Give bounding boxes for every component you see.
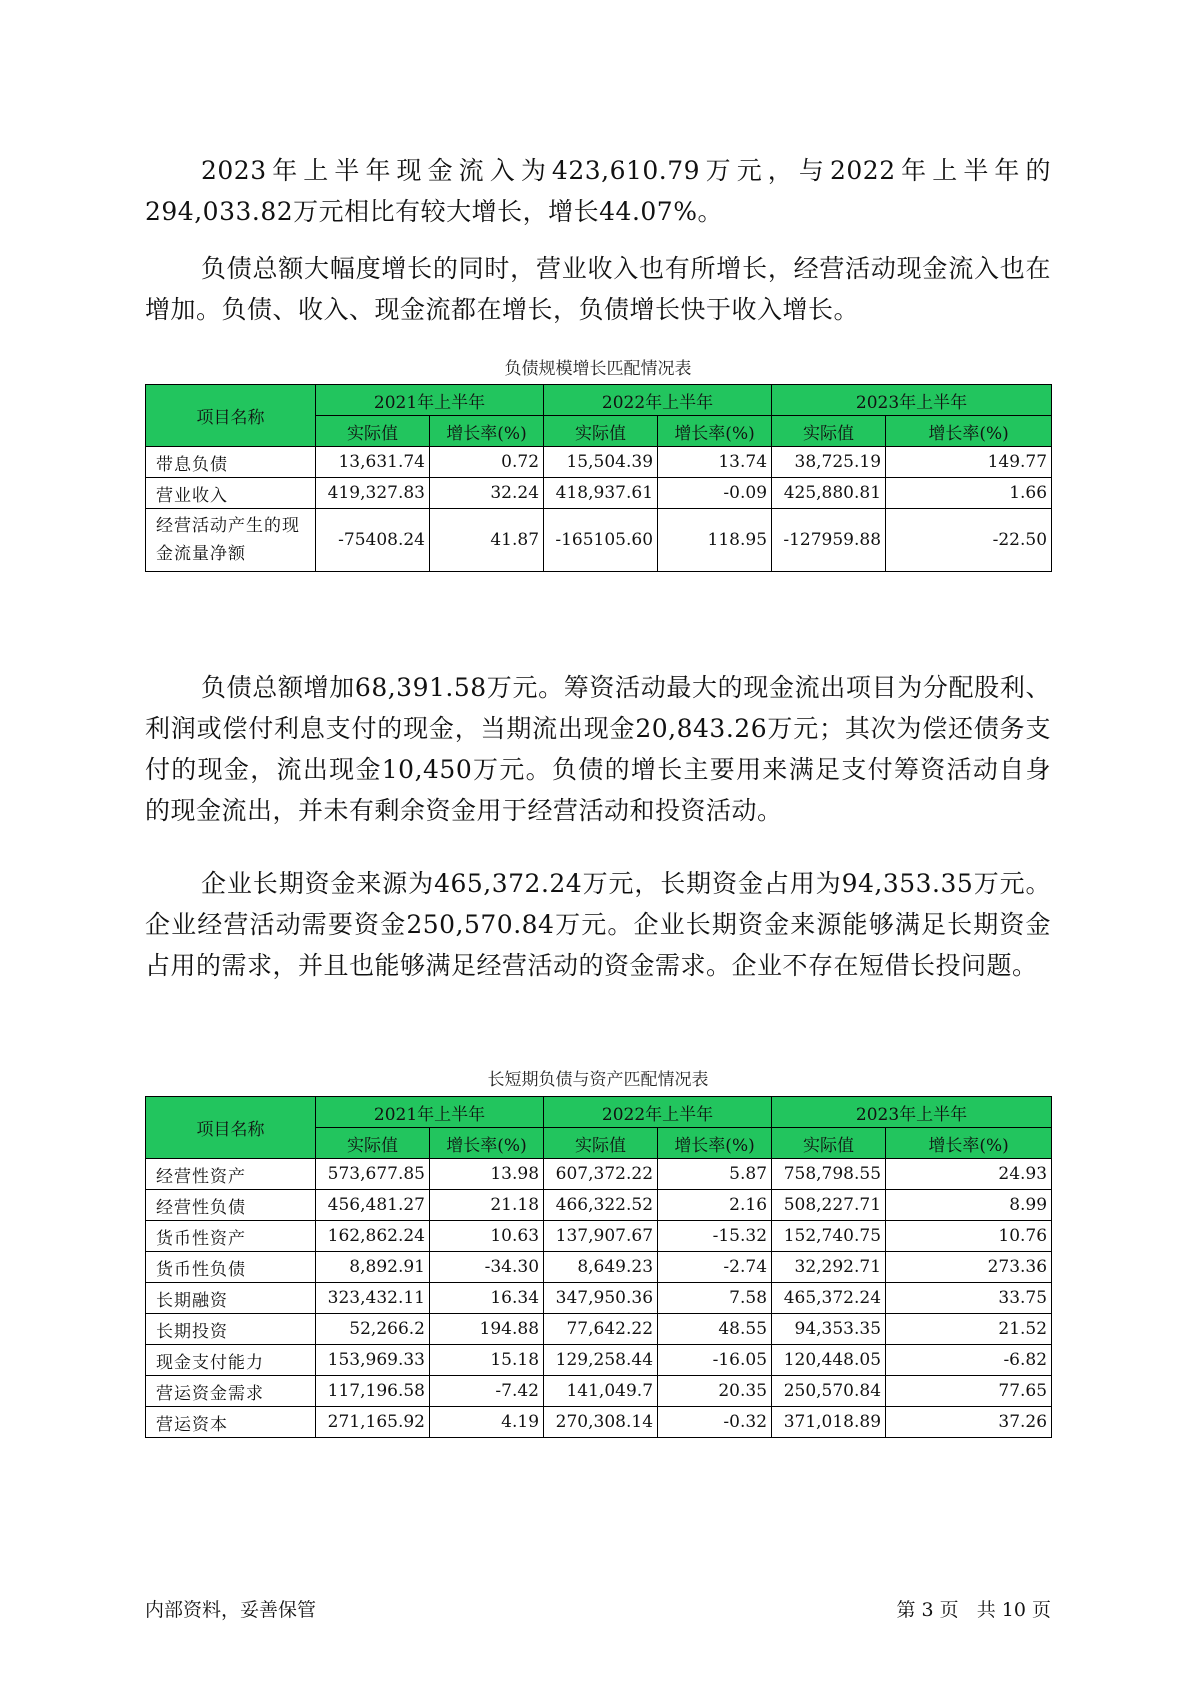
cell-value: -2.74 (658, 1252, 772, 1283)
cell-value: 508,227.71 (772, 1190, 886, 1221)
row-name: 长期投资 (146, 1314, 316, 1345)
cell-value: 465,372.24 (772, 1283, 886, 1314)
header-year-2023: 2023年上半年 (772, 1097, 1052, 1128)
cell-value: 141,049.7 (544, 1376, 658, 1407)
header-item-name: 项目名称 (146, 385, 316, 447)
cell-value: 120,448.05 (772, 1345, 886, 1376)
header-year-2021: 2021年上半年 (316, 1097, 544, 1128)
header-growth: 增长率(%) (658, 1128, 772, 1159)
header-actual: 实际值 (772, 1128, 886, 1159)
cell-value: 13.74 (658, 447, 772, 478)
header-growth: 增长率(%) (430, 416, 544, 447)
cell-value: 1.66 (886, 478, 1052, 509)
table-row (146, 1190, 1052, 1221)
row-name: 经营性负债 (146, 1190, 316, 1221)
cell-value: 8.99 (886, 1190, 1052, 1221)
table-row (146, 1345, 1052, 1376)
cell-value: -34.30 (430, 1252, 544, 1283)
cell-value: 94,353.35 (772, 1314, 886, 1345)
row-name: 带息负债 (146, 447, 316, 478)
table-row (146, 1407, 1052, 1438)
cell-value: 21.52 (886, 1314, 1052, 1345)
cell-value: 0.72 (430, 447, 544, 478)
cell-value: 137,907.67 (544, 1221, 658, 1252)
table2-body (146, 1159, 1052, 1438)
row-name: 营运资金需求 (146, 1376, 316, 1407)
cell-value: 118.95 (658, 509, 772, 572)
row-name: 货币性资产 (146, 1221, 316, 1252)
cell-value: 77.65 (886, 1376, 1052, 1407)
cell-value: -127959.88 (772, 509, 886, 572)
cell-value: -0.09 (658, 478, 772, 509)
cell-value: 153,969.33 (316, 1345, 430, 1376)
row-name: 经营活动产生的现金流量净额 (146, 509, 316, 572)
cell-value: -7.42 (430, 1376, 544, 1407)
table-row (146, 1221, 1052, 1252)
cell-value: 37.26 (886, 1407, 1052, 1438)
cell-value: 250,570.84 (772, 1376, 886, 1407)
table-row (146, 478, 1052, 509)
table-row (146, 1314, 1052, 1345)
cell-value: 38,725.19 (772, 447, 886, 478)
header-actual: 实际值 (772, 416, 886, 447)
table-row (146, 509, 1052, 572)
footer-confidential-note: 内部资料，妥善保管 (145, 1599, 317, 1621)
cell-value: 7.58 (658, 1283, 772, 1314)
cell-value: 270,308.14 (544, 1407, 658, 1438)
cell-value: 15,504.39 (544, 447, 658, 478)
cell-value: 271,165.92 (316, 1407, 430, 1438)
cell-value: 4.19 (430, 1407, 544, 1438)
header-actual: 实际值 (316, 416, 430, 447)
row-name: 现金支付能力 (146, 1345, 316, 1376)
cell-value: 8,892.91 (316, 1252, 430, 1283)
cell-value: 194.88 (430, 1314, 544, 1345)
header-growth: 增长率(%) (658, 416, 772, 447)
cell-value: 13,631.74 (316, 447, 430, 478)
cell-value: 5.87 (658, 1159, 772, 1190)
paragraph-cash-inflow: 2023年上半年现金流入为423,610.79万元，与2022年上半年的294,033.82万元相比有较大增长，增长44.07%。 (145, 156, 1051, 226)
cell-value: 323,432.11 (316, 1283, 430, 1314)
table-row (146, 1159, 1052, 1190)
cell-value: 418,937.61 (544, 478, 658, 509)
cell-value: 24.93 (886, 1159, 1052, 1190)
row-name: 营业收入 (146, 478, 316, 509)
cell-value: 273.36 (886, 1252, 1052, 1283)
cell-value: 41.87 (430, 509, 544, 572)
cell-value: 10.76 (886, 1221, 1052, 1252)
row-name: 营运资本 (146, 1407, 316, 1438)
cell-value: 129,258.44 (544, 1345, 658, 1376)
header-year-2023: 2023年上半年 (772, 385, 1052, 416)
cell-value: -22.50 (886, 509, 1052, 572)
paragraph-long-term-funds: 企业长期资金来源为465,372.24万元，长期资金占用为94,353.35万元。企业经营活动需要资金250,570.84万元。企业长期资金来源能够满足长期资金占用的需求，并且也能够满足经营活动的资金需求。企业不存在短借长投问题。 (145, 869, 1051, 980)
cell-value: 607,372.22 (544, 1159, 658, 1190)
cell-value: 13.98 (430, 1159, 544, 1190)
liability-asset-match-table (145, 1096, 1052, 1438)
row-name: 长期融资 (146, 1283, 316, 1314)
header-year-2021: 2021年上半年 (316, 385, 544, 416)
table-row (146, 1252, 1052, 1283)
cell-value: 15.18 (430, 1345, 544, 1376)
cell-value: 466,322.52 (544, 1190, 658, 1221)
table-row (146, 447, 1052, 478)
row-name: 货币性负债 (146, 1252, 316, 1283)
debt-scale-table (145, 384, 1052, 572)
cell-value: 347,950.36 (544, 1283, 658, 1314)
cell-value: 758,798.55 (772, 1159, 886, 1190)
table-row (146, 1283, 1052, 1314)
header-actual: 实际值 (316, 1128, 430, 1159)
cell-value: 573,677.85 (316, 1159, 430, 1190)
table1-caption: 负债规模增长匹配情况表 (504, 359, 692, 379)
header-year-2022: 2022年上半年 (544, 385, 772, 416)
cell-value: -75408.24 (316, 509, 430, 572)
row-name: 经营性资产 (146, 1159, 316, 1190)
cell-value: 162,862.24 (316, 1221, 430, 1252)
cell-value: 20.35 (658, 1376, 772, 1407)
table-row (146, 1376, 1052, 1407)
header-growth: 增长率(%) (886, 1128, 1052, 1159)
cell-value: 16.34 (430, 1283, 544, 1314)
header-actual: 实际值 (544, 416, 658, 447)
cell-value: 149.77 (886, 447, 1052, 478)
table2-caption: 长短期负债与资产匹配情况表 (487, 1070, 709, 1090)
cell-value: 33.75 (886, 1283, 1052, 1314)
cell-value: -16.05 (658, 1345, 772, 1376)
cell-value: 77,642.22 (544, 1314, 658, 1345)
header-actual: 实际值 (544, 1128, 658, 1159)
cell-value: 152,740.75 (772, 1221, 886, 1252)
cell-value: -6.82 (886, 1345, 1052, 1376)
cell-value: 52,266.2 (316, 1314, 430, 1345)
paragraph-financing-outflow: 负债总额增加68,391.58万元。筹资活动最大的现金流出项目为分配股利、利润或偿付利息支付的现金，当期流出现金20,843.26万元；其次为偿还债务支付的现金，流出现金10,450万元。负债的增长主要用来满足支付筹资活动自身的现金流出，并未有剩余资金用于经营活动和投资活动。 (145, 673, 1051, 825)
header-item-name: 项目名称 (146, 1097, 316, 1159)
header-growth: 增长率(%) (430, 1128, 544, 1159)
cell-value: 48.55 (658, 1314, 772, 1345)
header-growth: 增长率(%) (886, 416, 1052, 447)
footer-page-number: 第 3 页 共 10 页 (896, 1599, 1051, 1621)
cell-value: 10.63 (430, 1221, 544, 1252)
cell-value: 8,649.23 (544, 1252, 658, 1283)
cell-value: -15.32 (658, 1221, 772, 1252)
cell-value: 117,196.58 (316, 1376, 430, 1407)
cell-value: -0.32 (658, 1407, 772, 1438)
header-year-2022: 2022年上半年 (544, 1097, 772, 1128)
cell-value: 32.24 (430, 478, 544, 509)
cell-value: 419,327.83 (316, 478, 430, 509)
paragraph-debt-growth: 负债总额大幅度增长的同时，营业收入也有所增长，经营活动现金流入也在增加。负债、收入、现金流都在增长，负债增长快于收入增长。 (145, 254, 1051, 324)
cell-value: 425,880.81 (772, 478, 886, 509)
cell-value: 2.16 (658, 1190, 772, 1221)
cell-value: 21.18 (430, 1190, 544, 1221)
cell-value: -165105.60 (544, 509, 658, 572)
cell-value: 371,018.89 (772, 1407, 886, 1438)
cell-value: 456,481.27 (316, 1190, 430, 1221)
cell-value: 32,292.71 (772, 1252, 886, 1283)
